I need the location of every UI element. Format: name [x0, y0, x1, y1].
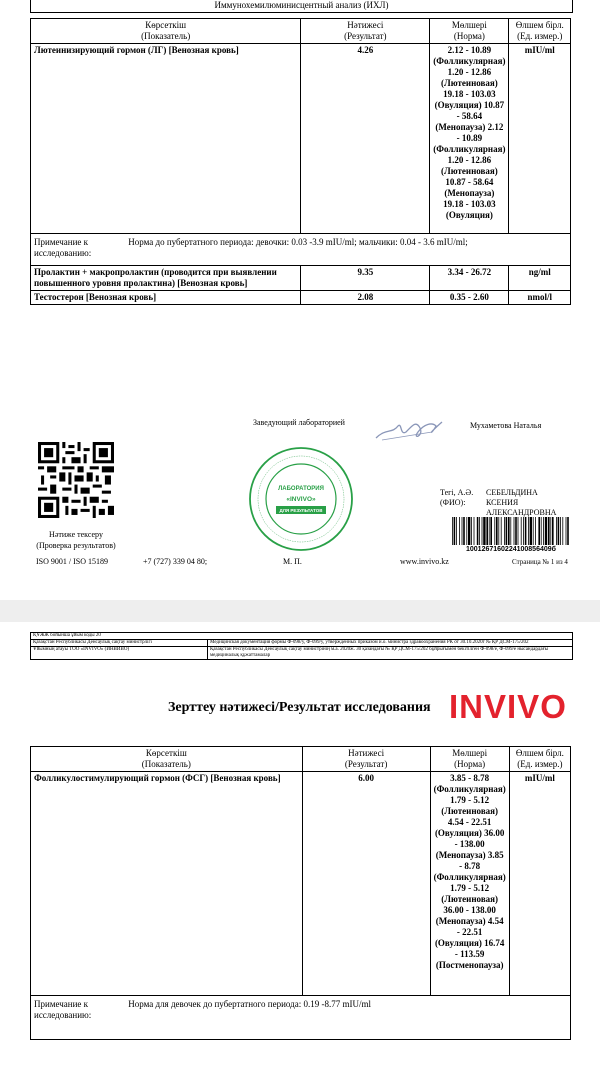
- results-table-2: [30, 746, 571, 1040]
- header-indicator-kz: Көрсеткіш: [145, 20, 187, 30]
- qr-code[interactable]: [38, 442, 114, 518]
- barcode-bar: [558, 517, 560, 545]
- barcode-bar: [550, 517, 551, 545]
- header-result-ru: (Результат): [344, 31, 387, 41]
- header-norm-kz: Мөлшері: [452, 748, 488, 758]
- org-code: ҚҰЖЖ бойынша ұйым коды 20: [33, 633, 101, 638]
- note-text: Норма для девочек до пубертатного периода: 0.19 -8.77 mIU/ml: [128, 999, 371, 1009]
- stamp-line-1: ЛАБОРАТОРИЯ: [278, 486, 324, 492]
- lab-stamp: [248, 446, 354, 552]
- header-indicator-kz: Көрсеткіш: [145, 748, 187, 758]
- barcode-bar: [474, 517, 475, 545]
- unit-value: mIU/ml: [509, 44, 571, 234]
- barcode-bar: [566, 517, 567, 545]
- indicator-name: Пролактин + макропролактин (проводится при выявлении повышенного уровня пролактина) [Венозная кровь]: [31, 266, 301, 291]
- barcode-bar: [498, 517, 499, 545]
- result-value: 6.00: [302, 772, 430, 996]
- header-norm-kz: Мөлшері: [451, 20, 487, 30]
- barcode-bar: [496, 517, 498, 545]
- barcode-bar: [479, 517, 480, 545]
- table-row: [31, 291, 571, 305]
- norm-value: 0.35 - 2.60: [430, 291, 509, 305]
- barcode-bar: [545, 517, 547, 545]
- barcode-bar: [477, 517, 479, 545]
- signature-image: [372, 414, 447, 444]
- header-result-ru: (Результат): [344, 759, 388, 769]
- patient-label: Тегі, А.Ә.: [440, 488, 474, 497]
- barcode-bar: [454, 517, 456, 545]
- mp-label: М. П.: [283, 557, 302, 566]
- patient-label-ru: (ФИО):: [440, 498, 466, 507]
- barcode-bar: [530, 517, 532, 545]
- result-value: 2.08: [301, 291, 430, 305]
- note-row: [31, 996, 571, 1040]
- barcode-bar: [471, 517, 472, 545]
- section-title: Иммунохемилюминисцентный анализ (ИХЛ): [30, 0, 573, 13]
- table-header: [31, 747, 571, 772]
- barcode-bar: [521, 517, 522, 545]
- results-table-1: [30, 18, 571, 305]
- note-label: Примечание к исследованию:: [34, 999, 92, 1020]
- barcode-bar: [459, 517, 460, 545]
- norm-value: 2.12 - 10.89 (Фолликулярная) 1.20 - 12.86 (Лютеиновая) 19.18 - 103.03 (Овуляция) 10.87 - 58.64 (Менопауза) 2.12 - 10.89 (Фолликулярная) 1.20 - 12.86 (Лютеиновая) 10.87 - 58.64 (Менопауза) 19.18 - 103.03 (Овуляция): [430, 44, 509, 234]
- invivo-logo: INVIVO: [449, 688, 567, 725]
- barcode-number: 1001267160224100856409б: [466, 546, 556, 553]
- barcode-bar: [548, 517, 550, 545]
- barcode-bar: [494, 517, 495, 545]
- stamp-line-3: ДЛЯ РЕЗУЛЬТАТОВ: [279, 508, 323, 513]
- barcode-bar: [489, 517, 490, 545]
- form-note-ru: Медицинская документация формы Ф-098/у, Ф-099/у, утвержденных приказом и.о. министра здравоохранения РК от 30.10.2020г № ҚР ДСМ-175/202: [210, 640, 529, 645]
- barcode-bar: [543, 517, 544, 545]
- table-row: [31, 266, 571, 291]
- barcode-bar: [560, 517, 561, 545]
- header-norm-ru: (Норма): [454, 759, 486, 769]
- barcode: [452, 517, 570, 545]
- barcode-bar: [452, 517, 453, 545]
- barcode-bar: [538, 517, 540, 545]
- head-of-lab-name: Мухаметова Наталья: [470, 421, 542, 430]
- barcode-bar: [541, 517, 542, 545]
- form-header: [30, 632, 573, 660]
- indicator-name: Фолликулостимулирующий гормон (ФСГ) [Венозная кровь]: [31, 772, 303, 996]
- unit-value: nmol/l: [509, 291, 571, 305]
- barcode-bar: [490, 517, 492, 545]
- norm-value: 3.34 - 26.72: [430, 266, 509, 291]
- verify-sublabel: (Проверка результатов): [36, 541, 116, 550]
- barcode-bar: [466, 517, 467, 545]
- result-value: 4.26: [301, 44, 430, 234]
- barcode-bar: [508, 517, 510, 545]
- patient-firstname: КСЕНИЯ: [486, 498, 519, 507]
- barcode-bar: [506, 517, 508, 545]
- barcode-bar: [468, 517, 470, 545]
- head-of-lab-label: Заведующий лабораторией: [253, 418, 345, 427]
- page-number: Страница № 1 из 4: [512, 558, 568, 566]
- header-unit-kz: Өлшем бірл.: [515, 20, 564, 30]
- barcode-bar: [533, 517, 534, 545]
- header-norm-ru: (Норма): [453, 31, 485, 41]
- barcode-bar: [562, 517, 563, 545]
- form-note-kz: Қазақстан Республикасы Денсаулық сақтау министрінің м.а. 2020ж. 30 қазандағы № ҚР ДСМ-175/202 бұйрығымен бекітілген Ф-098/е, Ф-099/е нысандардағы медициналық құжаттамалар: [210, 647, 548, 658]
- barcode-bar: [515, 517, 517, 545]
- header-unit-ru: (Ед. измер.): [517, 31, 563, 41]
- barcode-bar: [514, 517, 515, 545]
- barcode-bar: [510, 517, 511, 545]
- website-link[interactable]: www.invivo.kz: [400, 557, 449, 566]
- unit-value: mIU/ml: [509, 772, 570, 996]
- patient-surname: СЕБЕЛЬДИНА: [486, 488, 538, 497]
- header-indicator-ru: (Показатель): [141, 31, 191, 41]
- note-row: [31, 234, 571, 266]
- barcode-bar: [504, 517, 505, 545]
- table-header: [31, 19, 571, 44]
- barcode-bar: [456, 517, 457, 545]
- barcode-bar: [525, 517, 527, 545]
- barcode-bar: [552, 517, 554, 545]
- barcode-bar: [556, 517, 557, 545]
- note-label: Примечание к исследованию:: [34, 237, 92, 258]
- header-indicator-ru: (Показатель): [141, 759, 191, 769]
- barcode-bar: [483, 517, 485, 545]
- page-title: Зерттеу нәтижесі/Результат исследования: [168, 700, 431, 715]
- table-row: [31, 772, 571, 996]
- barcode-bar: [518, 517, 519, 545]
- norm-value: 3.85 - 8.78 (Фолликулярная) 1.79 - 5.12 (Лютеиновая) 4.54 - 22.51 (Овуляция) 36.00 - 138.00 (Менопауза) 3.85 - 8.78 (Фолликулярная) 1.79 - 5.12 (Лютеиновая) 36.00 - 138.00 (Менопауза) 4.54 - 22.51 (Овуляция) 16.74 - 113.59 (Постменопауза): [430, 772, 509, 996]
- indicator-name: Тестостерон [Венозная кровь]: [31, 291, 301, 305]
- barcode-bar: [463, 517, 465, 545]
- ministry-label: Қазақстан Республикасы Денсаулық сақтау министрлігі: [31, 640, 208, 646]
- header-unit-ru: (Ед. измер.): [517, 759, 563, 769]
- barcode-bar: [528, 517, 529, 545]
- indicator-name: Лютеинизирующий гормон (ЛГ) [Венозная кровь]: [31, 44, 301, 234]
- page-gap: [0, 600, 600, 622]
- header-result-kz: Нәтижесі: [348, 748, 385, 758]
- note-text: Норма до пубертатного периода: девочки: 0.03 -3.9 mIU/ml; мальчики: 0.04 - 3.6 mIU/ml;: [128, 237, 468, 247]
- barcode-bar: [523, 517, 524, 545]
- barcode-bar: [535, 517, 536, 545]
- header-result-kz: Нәтижесі: [347, 20, 384, 30]
- header-unit-kz: Өлшем бірл.: [515, 748, 564, 758]
- barcode-bar: [462, 517, 463, 545]
- patient-patronymic: АЛЕКСАНДРОВНА: [486, 508, 557, 517]
- barcode-bar: [501, 517, 502, 545]
- table-row: [31, 44, 571, 234]
- verify-label: Нәтиже тексеру: [49, 530, 103, 539]
- page-2: [0, 622, 600, 1071]
- phone: +7 (727) 339 04 80;: [143, 557, 208, 566]
- barcode-bar: [567, 517, 569, 545]
- iso-label: ISO 9001 / ISO 15189: [36, 557, 109, 566]
- unit-value: ng/ml: [509, 266, 571, 291]
- barcode-bar: [486, 517, 488, 545]
- org-name: Ұйымның атауы ТОО «INVIVO» (ИНВИВО): [31, 647, 208, 659]
- result-value: 9.35: [301, 266, 430, 291]
- stamp-line-2: «INVIVO»: [286, 496, 316, 503]
- barcode-bar: [482, 517, 483, 545]
